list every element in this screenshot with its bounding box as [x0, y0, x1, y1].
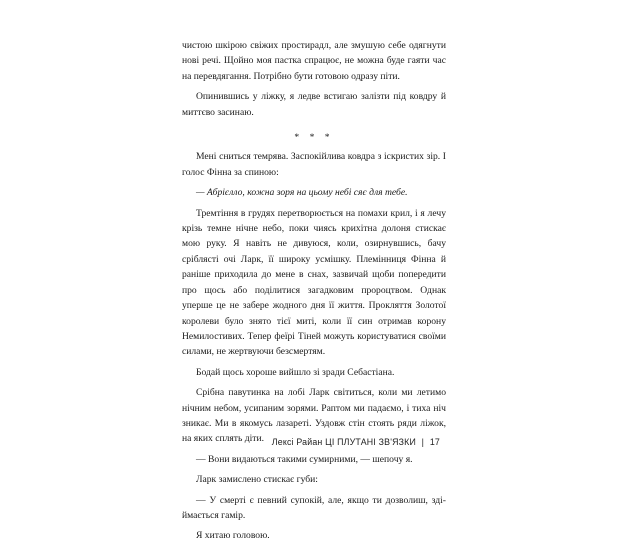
paragraph-9: Ларк замислено стискає губи: [196, 474, 318, 486]
paragraph-4-dialogue: — Абрієлло, кожна зоря на цьому небі сяє для тебе. [196, 187, 408, 199]
paragraph-6: Бодай щось хороше вийшло зі зради Себастіана. [196, 366, 395, 378]
paragraph-11: Я хитаю головою. [196, 530, 270, 542]
footer-author: Лексі Райан [271, 437, 323, 447]
footer-separator: | [421, 437, 425, 447]
section-separator: * * * [294, 132, 334, 144]
paragraph-1: чистою шкірою свіжих простирадл, але змушую себе одягнути нові речі. Щойно моя пастка спрацює, не можна буде гаяти час на перевдягання. Потрібно бути готовою одразу піти. [182, 40, 446, 82]
running-footer [272, 437, 440, 447]
paragraph-8-dialogue: — Вони видаються такими сумирними, — шепочу я. [196, 453, 413, 465]
paragraph-10-dialogue: — У смерті є певний супокій, але, якщо ти дозволиш, здіймається гамір. [182, 494, 446, 521]
footer-title: ЦІ ПЛУТАНІ ЗВ'ЯЗКИ [325, 437, 416, 447]
body-text [182, 38, 446, 549]
paragraph-5: Тремтіння в грудях перетворюється на помахи крил, і я лечу крізь темне нічне небо, поки чиясь крихітна долоня стискає мою руку. Я навіть не дивуюся, коли, озирнувшись, бачу сріблясті очі Ларк, її широку усмішку. Племінниця Фінна й раніше приходила до мене в снах, зазвичай щоби попередити про щось або поділитися загадковим пророцтвом. Однак уперше це не забере жодного дня її життя. Прокляття Золотої королеви було знято тієї миті, коли її син отримав корону Немилостивих. Тепер феїрі Тіней можуть користуватися своїми силами, не жертвуючи безсмертям. [182, 207, 446, 358]
page-number: 17 [429, 437, 440, 447]
paragraph-2: Опинившись у ліжку, я ледве встигаю залізти під ковдру й миттєво засинаю. [182, 91, 446, 118]
paragraph-3: Мені сниться темрява. Заспокійлива ковдра з іскристих зір. І голос Фінна за спиною: [182, 151, 446, 178]
paragraph-7: Срібна павутинка на лобі Ларк світиться, коли ми летимо нічним небом, усипаним зорями. Раптом ми падаємо, і тиха ніч зникає. Ми в якомусь лазареті. Уздовж стін стоять ряди ліжок, на яких сплять діти. [182, 387, 446, 445]
